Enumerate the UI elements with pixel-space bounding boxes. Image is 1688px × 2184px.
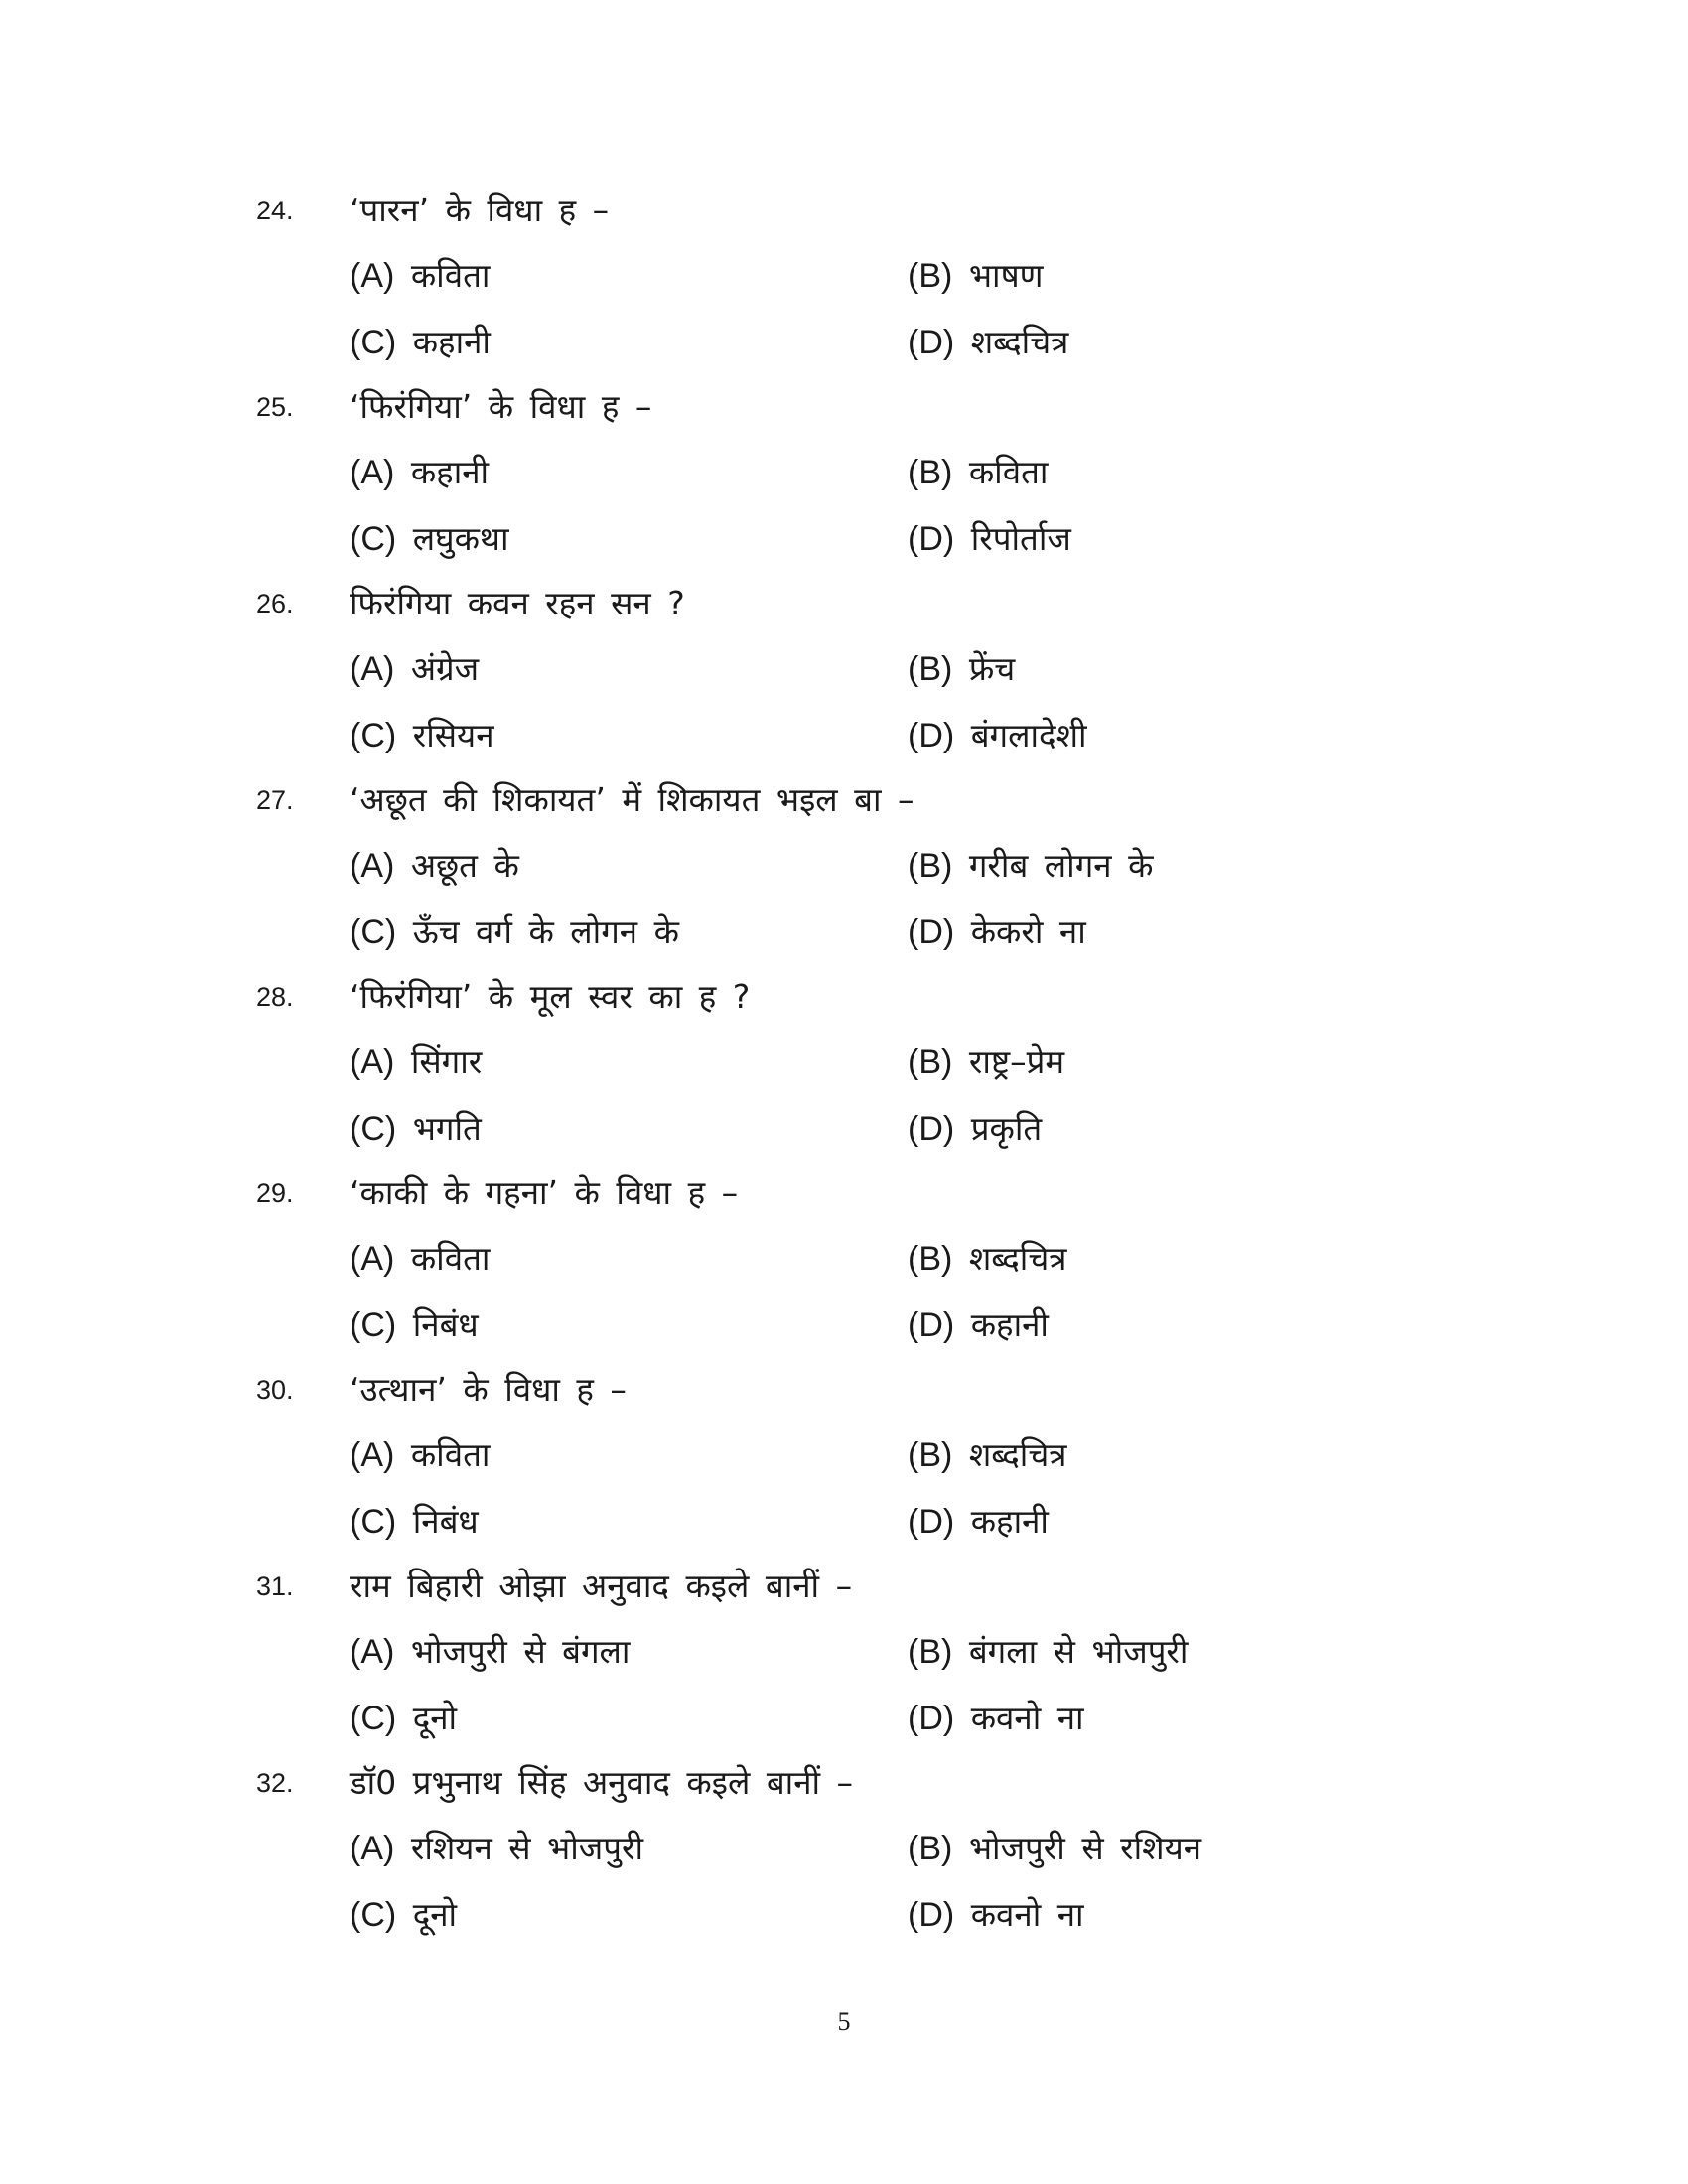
option-text: बंगला से भोजपुरी (968, 1632, 1189, 1671)
option-a (350, 649, 479, 689)
option-label: (C) (350, 1896, 397, 1934)
option-label: (B) (908, 1240, 953, 1278)
option-text: सिंगार (410, 1042, 483, 1081)
option-a (350, 256, 490, 296)
question-number: 25. (256, 392, 294, 422)
option-text: कविता (968, 453, 1049, 491)
option-text: कविता (410, 256, 491, 295)
option-b (908, 649, 1015, 689)
option-text: कहानी (410, 453, 490, 491)
option-label: (D) (908, 324, 955, 361)
option-d (908, 1699, 1084, 1738)
option-label: (D) (908, 520, 955, 558)
option-c (350, 323, 491, 362)
option-text: कविता (410, 1435, 491, 1474)
option-b (908, 256, 1044, 296)
question-number: 29. (256, 1178, 294, 1208)
option-label: (C) (350, 520, 397, 558)
option-text: भोजपुरी से रशियन (968, 1829, 1202, 1867)
option-text: शब्दचित्र (968, 1239, 1067, 1278)
question-30 (0, 1370, 1688, 1567)
option-text: ऊँच वर्ग के लोगन के (412, 912, 679, 951)
option-text: दूनो (412, 1699, 458, 1737)
option-text: राष्ट्र–प्रेम (968, 1042, 1065, 1081)
option-label: (A) (350, 1043, 395, 1081)
question-number: 31. (256, 1571, 294, 1601)
option-d (908, 519, 1071, 559)
option-label: (B) (908, 454, 953, 491)
option-c (350, 716, 494, 755)
question-number: 32. (256, 1768, 294, 1798)
option-text: कवनो ना (970, 1895, 1084, 1934)
question-number: 30. (256, 1375, 294, 1405)
option-text: रशियन से भोजपुरी (410, 1829, 644, 1867)
option-a (350, 1239, 490, 1279)
option-label: (A) (350, 1436, 395, 1474)
option-label: (D) (908, 1700, 955, 1737)
option-c (350, 1895, 457, 1935)
question-25 (0, 387, 1688, 584)
option-label: (C) (350, 1306, 397, 1344)
question-text: ‘फिरंगिया’ के विधा ह – (350, 387, 652, 426)
option-label: (B) (908, 1633, 953, 1671)
option-text: शब्दचित्र (970, 323, 1069, 361)
option-label: (A) (350, 454, 395, 491)
option-label: (B) (908, 257, 953, 295)
option-c (350, 1109, 482, 1149)
option-c (350, 519, 509, 559)
option-b (908, 1435, 1067, 1475)
option-b (908, 453, 1048, 492)
option-d (908, 912, 1086, 952)
question-29 (0, 1173, 1688, 1370)
option-d (908, 1305, 1049, 1345)
option-d (908, 1109, 1042, 1149)
option-b (908, 1829, 1201, 1868)
option-text: गरीब लोगन के (968, 846, 1154, 885)
option-text: कहानी (970, 1502, 1049, 1541)
option-text: लघुकथा (412, 519, 509, 558)
option-label: (C) (350, 1110, 397, 1148)
question-text: राम बिहारी ओझा अनुवाद कइले बानीं – (350, 1567, 853, 1605)
option-text: भोजपुरी से बंगला (410, 1632, 631, 1671)
option-label: (A) (350, 1830, 395, 1867)
option-c (350, 1699, 457, 1738)
option-label: (B) (908, 847, 953, 885)
option-text: भाषण (968, 256, 1044, 295)
option-text: भगति (412, 1109, 482, 1148)
option-c (350, 912, 679, 952)
option-text: कहानी (412, 323, 491, 361)
question-number: 28. (256, 982, 294, 1012)
option-b (908, 1239, 1067, 1279)
option-text: प्रकृति (970, 1109, 1043, 1148)
question-24 (0, 191, 1688, 387)
option-b (908, 846, 1153, 886)
option-text: शब्दचित्र (968, 1435, 1067, 1474)
question-text: ‘पारन’ के विधा ह – (350, 191, 610, 229)
option-text: अंग्रेज (410, 649, 480, 688)
option-a (350, 1829, 643, 1868)
option-text: निबंध (412, 1305, 479, 1344)
question-31 (0, 1567, 1688, 1763)
option-c (350, 1305, 479, 1345)
option-label: (C) (350, 1503, 397, 1541)
option-label: (D) (908, 913, 955, 951)
question-text: ‘काकी के गहना’ के विधा ह – (350, 1173, 739, 1212)
option-label: (B) (908, 1043, 953, 1081)
option-label: (D) (908, 1896, 955, 1934)
option-text: दूनो (412, 1895, 458, 1934)
option-label: (C) (350, 717, 397, 754)
question-text: ‘अछूत की शिकायत’ में शिकायत भइल बा – (350, 780, 914, 819)
option-b (908, 1042, 1064, 1082)
option-text: कविता (410, 1239, 491, 1278)
option-c (350, 1502, 479, 1542)
option-a (350, 1632, 630, 1672)
option-label: (D) (908, 1306, 955, 1344)
option-text: कवनो ना (970, 1699, 1084, 1737)
option-label: (D) (908, 717, 955, 754)
question-number: 27. (256, 785, 294, 815)
option-label: (C) (350, 324, 397, 361)
question-28 (0, 977, 1688, 1173)
option-label: (A) (350, 650, 395, 688)
option-label: (A) (350, 1633, 395, 1671)
option-d (908, 1895, 1084, 1935)
option-d (908, 323, 1068, 362)
question-number: 26. (256, 589, 294, 618)
option-label: (D) (908, 1503, 955, 1541)
option-d (908, 1502, 1049, 1542)
question-27 (0, 780, 1688, 977)
question-32 (0, 1763, 1688, 1960)
option-a (350, 1042, 482, 1082)
option-label: (A) (350, 1240, 395, 1278)
option-text: अछूत के (410, 846, 519, 885)
option-label: (A) (350, 847, 395, 885)
option-text: रसियन (412, 716, 494, 754)
question-text: फिरंगिया कवन रहन सन ? (350, 584, 685, 622)
option-a (350, 846, 519, 886)
option-label: (B) (908, 1830, 953, 1867)
option-label: (B) (908, 1436, 953, 1474)
question-number: 24. (256, 196, 294, 225)
option-text: फ्रेंच (968, 649, 1016, 688)
option-text: कहानी (970, 1305, 1049, 1344)
option-label: (C) (350, 913, 397, 951)
option-text: रिपोर्ताज (970, 519, 1071, 558)
option-label: (C) (350, 1700, 397, 1737)
option-text: बंगलादेशी (970, 716, 1087, 754)
page-number: 5 (837, 2007, 851, 2036)
option-d (908, 716, 1087, 755)
question-text: ‘फिरंगिया’ के मूल स्वर का ह ? (350, 977, 751, 1016)
option-text: निबंध (412, 1502, 479, 1541)
option-label: (B) (908, 650, 953, 688)
question-26 (0, 584, 1688, 780)
option-a (350, 453, 489, 492)
option-text: केकरो ना (970, 912, 1086, 951)
question-text: डॉ0 प्रभुनाथ सिंह अनुवाद कइले बानीं – (350, 1763, 854, 1802)
option-a (350, 1435, 490, 1475)
option-b (908, 1632, 1188, 1672)
question-text: ‘उत्थान’ के विधा ह – (350, 1370, 627, 1409)
option-label: (A) (350, 257, 395, 295)
option-label: (D) (908, 1110, 955, 1148)
